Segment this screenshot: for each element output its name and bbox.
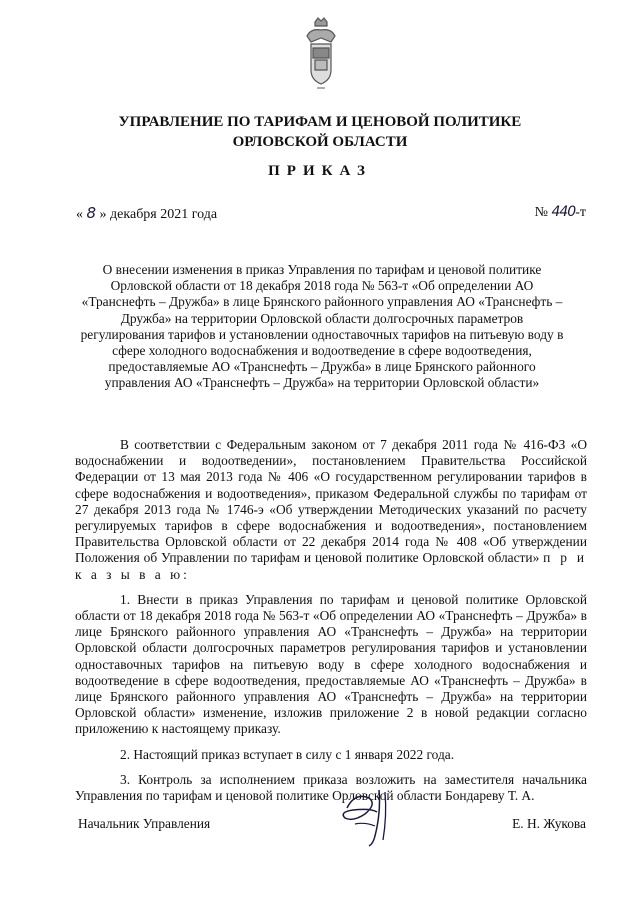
- coat-of-arms-icon: [301, 14, 341, 94]
- organization-name: [60, 112, 580, 152]
- date-open-quote: «: [76, 207, 83, 222]
- order-item-2: 2. Настоящий приказ вступает в силу с 1 января 2022 года.: [120, 746, 455, 762]
- order-subject: О внесении изменения в приказ Управления по тарифам и ценовой политике Орловской области от 18 декабря 2018 года № 563-т «Об определении АО «Транснефть – Дружба» в лице Брянского районного управления АО «Транснефть – Дружба» на территории Орловской области долгосрочных параметров регулирования тарифов и установлении одноставочных тарифов на питьевую воду в сфере холодного водоснабжения и водоотведение в сфере водоотведения, предоставляемые АО «Транснефть – Дружба» в лице Брянского районного управления АО «Транснефть – Дружба» на территории Орловской области»: [80, 262, 564, 391]
- signatory-title: Начальник Управления: [78, 816, 211, 831]
- number-value-handwritten: 440: [551, 204, 576, 220]
- handwritten-signature: [325, 782, 415, 852]
- decree-word: п р и к а з ы в а ю:: [75, 550, 587, 582]
- preamble-text: В соответствии с Федеральным законом от 7 декабря 2011 года № 416-ФЗ «О водоснабжении и водоотведении», постановлением Правительства Российской Федерации от 13 мая 2013 года № 406 «О государственном регулировании тарифов в сфере водоснабжения и водоотведения», приказом Федеральной службы по тарифам от 27 декабря 2013 года № 1746-э «Об утверждении Методических указаний по расчету регулируемых тарифов в сфере водоснабжения и водоотведения», постановлением Правительства Орловской области от 22 декабря 2014 года № 408 «Об утверждении Положения об Управлении по тарифам и ценовой политике Орловской области»: [75, 437, 587, 566]
- organization-name-line1: УПРАВЛЕНИЕ ПО ТАРИФАМ И ЦЕНОВОЙ ПОЛИТИКЕ: [118, 114, 522, 130]
- organization-name-line2: ОРЛОВСКОЙ ОБЛАСТИ: [232, 134, 408, 150]
- date-rest: » декабря 2021 года: [99, 207, 218, 222]
- date-day-handwritten: 8: [86, 204, 97, 222]
- signatory-name: Е. Н. Жукова: [512, 816, 586, 831]
- preamble-paragraph: [75, 437, 587, 583]
- number-prefix: №: [534, 205, 548, 220]
- document-title: ПРИКАЗ: [268, 163, 372, 179]
- order-date: [76, 204, 217, 223]
- order-item-3: 3. Контроль за исполнением приказа возложить на заместителя начальника Управления по тарифам и ценовой политике Орловской области Бондареву Т. А.: [75, 771, 587, 804]
- order-number: [535, 204, 586, 221]
- order-body: [75, 437, 587, 804]
- order-item-1: 1. Внести в приказ Управления по тарифам и ценовой политике Орловской области от 18 декабря 2018 года № 563-т «Об определении АО «Транснефть – Дружба» в лице Брянского районного управления АО «Транснефть – Дружба» на территории Орловской области долгосрочных параметров регулирования тарифов и установлении одноставочных тарифов на питьевую воду в сфере холодного водоснабжения и водоотведение в сфере водоотведения, предоставляемые АО «Транснефть – Дружба» в лице Брянского районного управления АО «Транснефть – Дружба» на территории Орловской области» изменение, изложив приложение 2 в новой редакции согласно приложению к настоящему приказу.: [75, 591, 587, 737]
- number-suffix: -т: [575, 205, 586, 220]
